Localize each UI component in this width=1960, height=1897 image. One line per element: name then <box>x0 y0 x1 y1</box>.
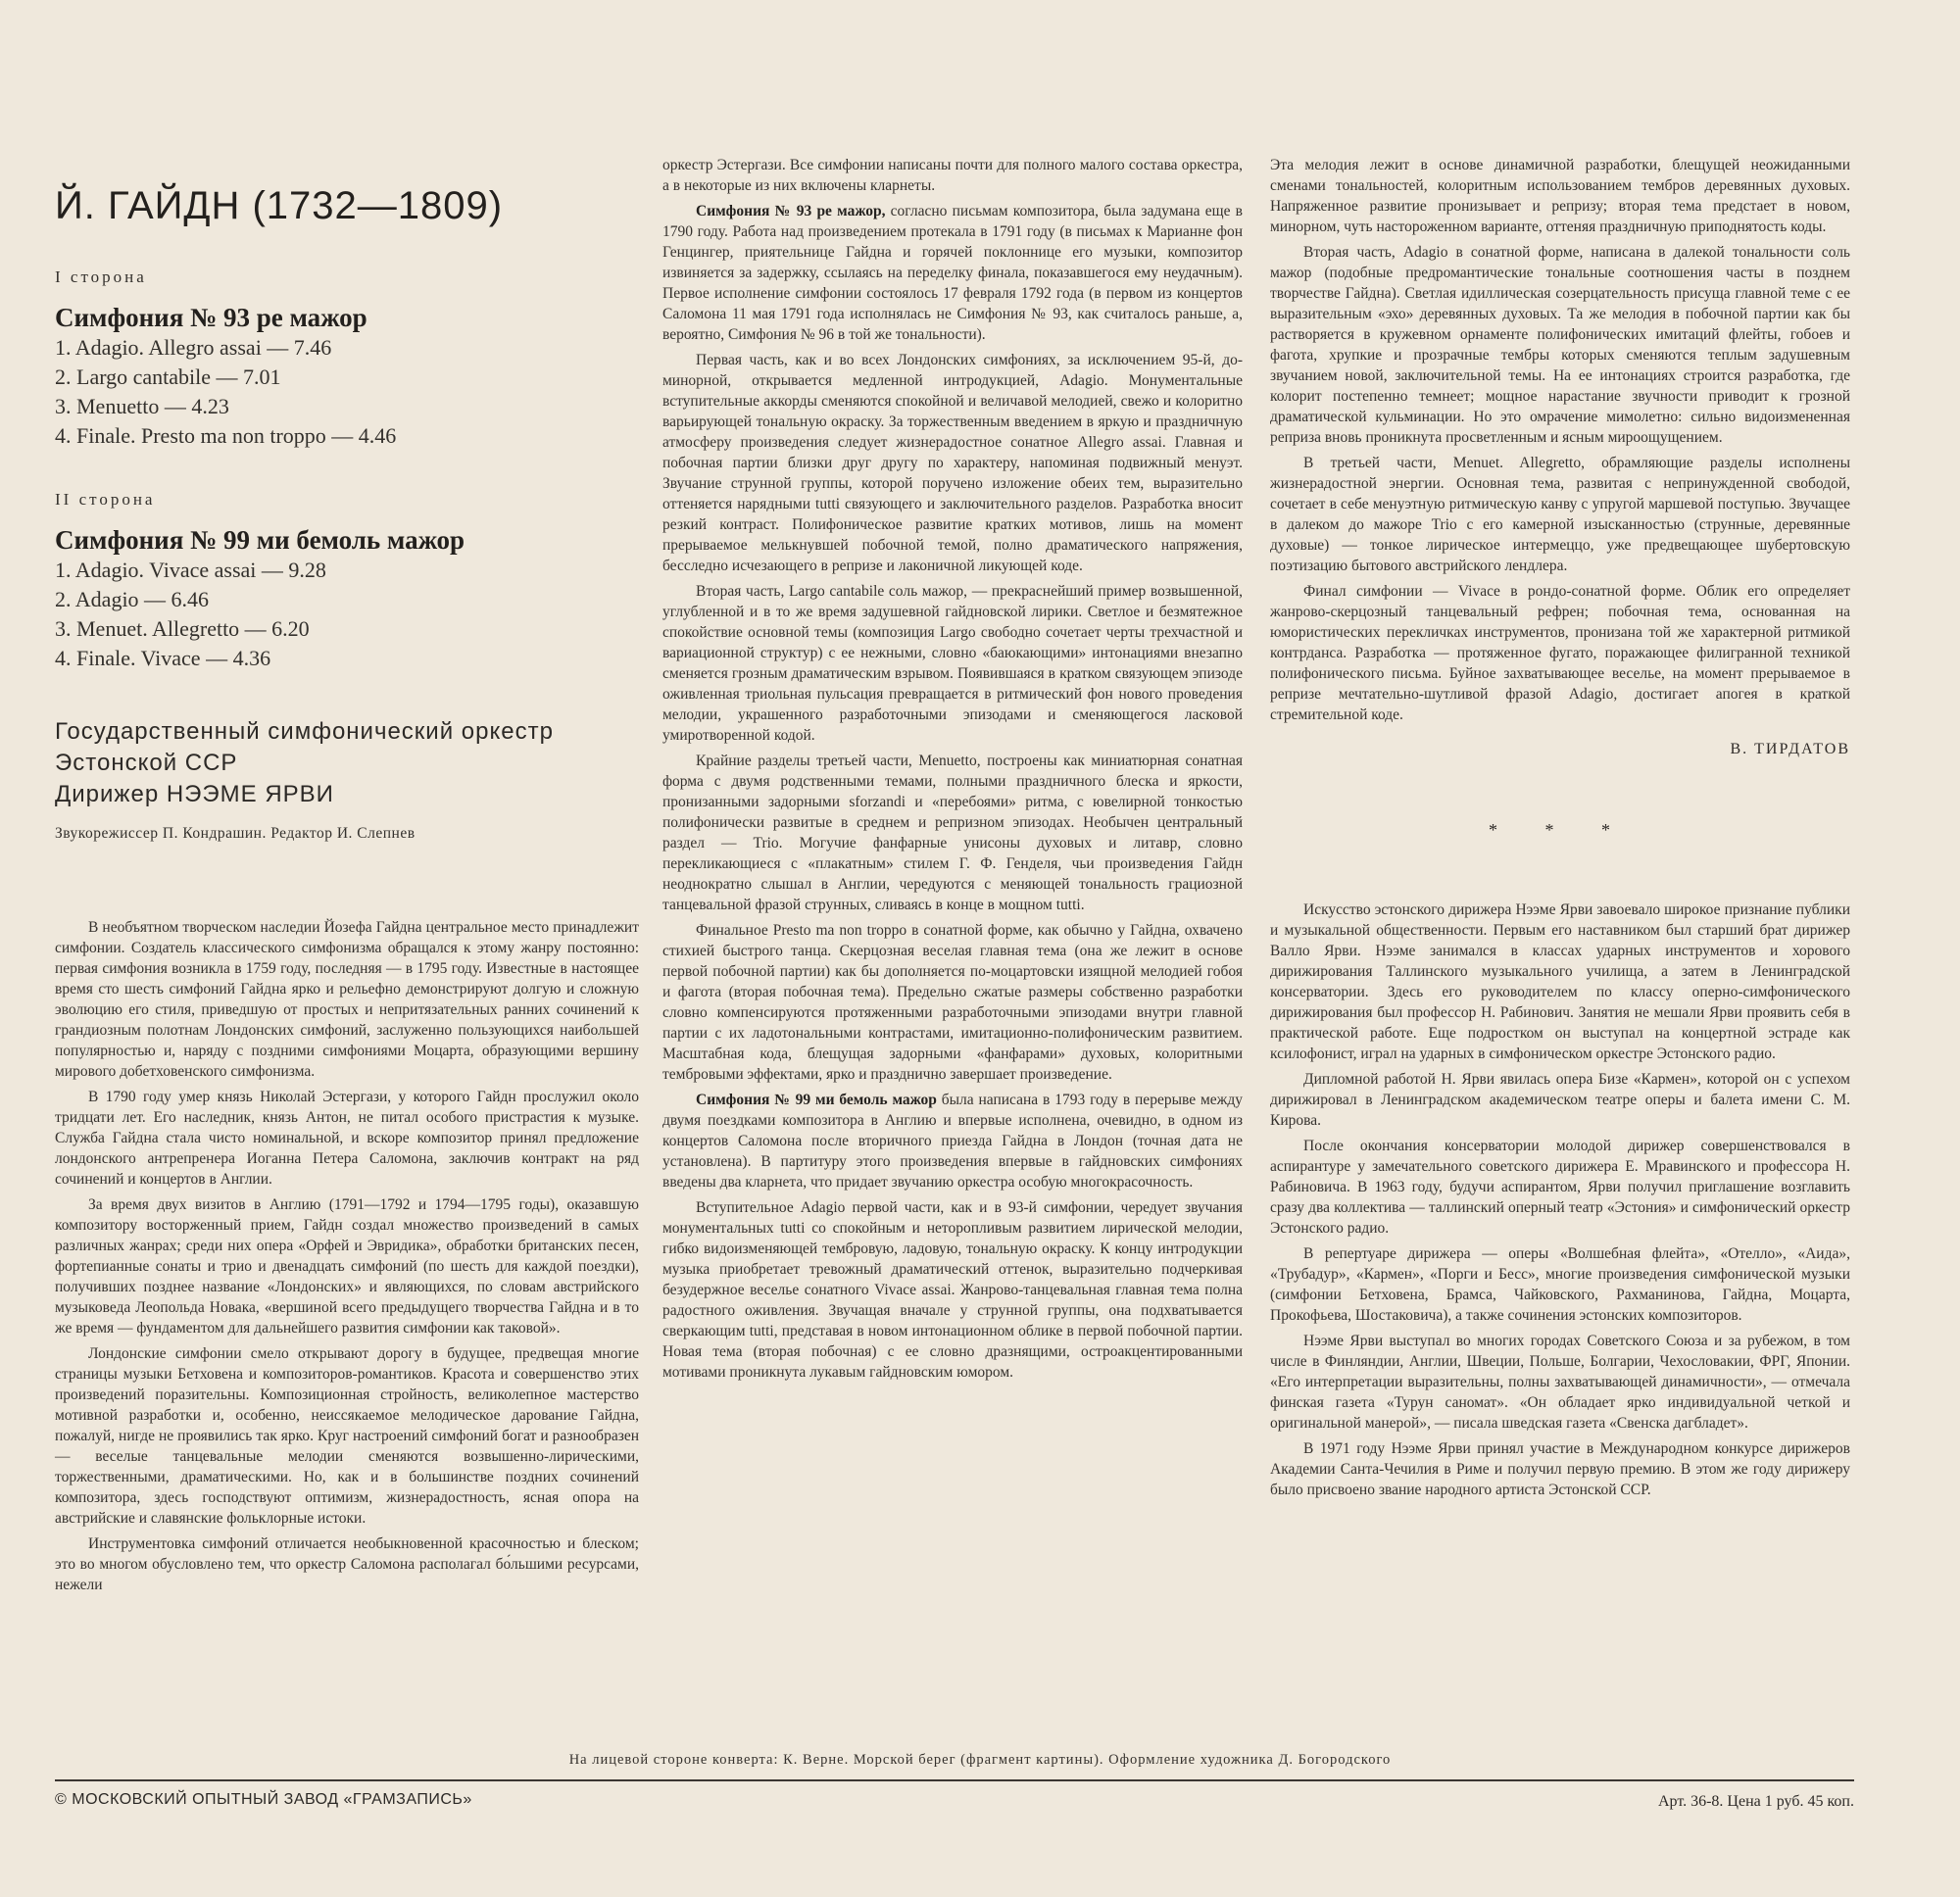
symphony-93-title: Симфония № 93 ре мажор <box>55 303 368 332</box>
track-list-item: 1. Adagio. Vivace assai — 9.28 <box>55 558 326 582</box>
paragraph: оркестр Эстергази. Все симфонии написаны почти для полного малого состава оркестра, а в некоторые из них включены кларнеты. <box>662 157 1243 194</box>
production-credits: Звукорежиссер П. Кондрашин. Редактор И. Слепнев <box>55 825 416 842</box>
paragraph: В 1790 году умер князь Николай Эстергази, у которого Гайдн прослужил около тридцати лет. Его наследник, князь Антон, не питал особого пристрастия к музыке. Служба Гайдна стала чисто номинальной, и вскоре композитор принял предложение лондонского антрепренера Иоганна Петера Саломона, заключив контракт на ряд сочинений и концертов в Англии. <box>55 1089 639 1188</box>
track-list-item: 2. Adagio — 6.46 <box>55 587 210 611</box>
section-divider-stars: * * * <box>1489 820 1632 840</box>
paragraph: Вступительное Adagio первой части, как и в 93-й симфонии, чередует звучания монументальных tutti со спокойным и неторопливым развитием лирической мелодии, гибко видоизменяющей тембровую, ладовую, тональную окраску. К концу интродукции музыка приобретает тревожный драматический оттенок, выразительно подчеркивая безудержное веселье сонатного Vivace assai. Жанрово-танцевальная главная тема полна радостного оживления. Звучащая вначале у струнной группы, она подхватывается сверкающим tutti, представая в новом интонационном облике в первой побочной партии. Новая тема (вторая побочная) с ее словно дразнящими, остроакцентированными мотивами проникнута лукавым гайдновским юмором. <box>662 1199 1243 1381</box>
text-column-1 <box>55 917 639 1595</box>
cover-art-credit: На лицевой стороне конверта: К. Верне. Морской берег (фрагмент картины). Оформление художника Д. Богородского <box>568 1752 1392 1768</box>
performer-block <box>55 716 643 810</box>
conductor-name: Дирижер НЭЭМЕ ЯРВИ <box>55 781 334 807</box>
paragraph: В третьей части, Menuet. Allegretto, обрамляющие разделы исполнены жизнерадостной энергии. Основная тема, развитая с непринужденной свободой, сочетает в себе менуэтную ритмическую канву с упругой маршевой поступью. Звучащее в далеком до мажоре Trio с его камерной изысканностью (струнные, деревянные духовые) — тонкое лирическое интермеццо, уже предвещающее шубертовскую поэтизацию бытового австрийского лендлера. <box>1270 455 1850 574</box>
page-title: Й. ГАЙДН (1732—1809) <box>55 184 504 227</box>
paragraph: В 1971 году Нээме Ярви принял участие в Международном конкурсе дирижеров Академии Санта-Чечилия в Риме и получил первую премию. В этом же году дирижеру было присвоено звание народного артиста Эстонской ССР. <box>1270 1440 1850 1498</box>
paragraph-text: согласно письмам композитора, была задумана еще в 1790 году. Работа над произведением протекала в 1791 году (в письмах к Марианне фон Генцингер, приятельнице Гайдна и горячей поклоннице его музыки, композитор извиняется за задержку, ссылаясь на переделку финала, показавшегося ему неудачным). Первое исполнение симфонии состоялось 17 февраля 1792 года (в первом из концертов Саломона 11 мая 1791 года исполнялась не Симфония № 93, как считалось раньше, а, вероятно, Симфония № 96 в той же тональности). <box>662 203 1243 343</box>
paragraph: Вторая часть, Adagio в сонатной форме, написана в далекой тональности соль мажор (подобные предромантические тональные соотношения часты в позднем творчестве Гайдна). Светлая идиллическая созерцательность присуща главной теме с ее выразительным «эхо» деревянных духовых. Та же мелодия в побочной партии как бы растворяется в кружевном орнаменте полифонических имитаций флейты, гобоев и фагота, хрупкие и прозрачные тембры которых сменяются теплым задушевным звучанием новой, заключительной темы. На ее интонациях строится разработка, где колорит постепенно темнеет; мощное нарастание звучности приводит к грозной драматической кульминации. Но это омрачение мимолетно: сильно видоизмененная реприза вновь проникнута просветленным и ясным мироощущением. <box>1270 244 1850 446</box>
header-block <box>55 184 643 810</box>
paragraph <box>662 201 1243 345</box>
paragraph: Финал симфонии — Vivace в рондо-сонатной форме. Облик его определяет жанрово-скерцозный танцевальный рефрен; побочная тема, основанная на юмористических перекличках инструментов, пронизана той же характерной ритмикой контрданса. Разработка — протяженное фугато, поражающее филигранной техникой полифонического письма. Буйное захватывающее веселье, на момент прерываемое в репризе мечтательно-шутливой фразой Adagio, достигает апогея в краткой стремительной коде. <box>1270 583 1850 723</box>
paragraph: Первая часть, как и во всех Лондонских симфониях, за исключением 95-й, до-минорной, открывается медленной интродукцией, Adagio. Монументальные вступительные аккорды сменяются спокойной и величавой мелодией, свежо и колоритно варьирующей тональную окраску. За торжественным введением в яркую и праздничную атмосферу произведения следует жизнерадостное сонатное Allegro assai. Главная и побочная партии близки друг другу по характеру, напоминая подвижный менуэт. Звучание струнной группы, которой поручено изложение обеих тем, выразительно оттеняется нарядными tutti связующего и заключительного разделов. Разработка вносит резкий контраст. Полифоническое развитие кратких мотивов, лишь на момент прерываемое мелькнувшей побочной темой, полно драматического напряжения, бесследно исчезающего в репризе и лаконичной ликующей коде. <box>662 352 1243 574</box>
paragraph: В репертуаре дирижера — оперы «Волшебная флейта», «Отелло», «Аида», «Трубадур», «Кармен», «Порги и Бесс», многие произведения симфонической музыки (симфонии Бетховена, Брамса, Чайковского, Рахманинова, Гайдна, Моцарта, Прокофьева, Шостаковича), а также сочинения эстонских композиторов. <box>1270 1245 1850 1324</box>
symphony-99-heading: Симфония № 99 ми бемоль мажор <box>696 1092 937 1108</box>
orchestra-name-line1: Государственный симфонический оркестр <box>55 718 554 745</box>
paragraph: Лондонские симфонии смело открывают дорогу в будущее, предвещая многие страницы музыки Бетховена и композиторов-романтиков. Красота и совершенство этих произведений поразительны. Композиционная стройность, великолепное мастерство мотивной разработки и, особенно, неиссякаемое мелодическое дарование Гайдна, пожалуй, нигде не проявились так ярко. Круг настроений симфоний богат и разнообразен — веселые танцевальные мелодии сменяются возвышенно-лирическими, торжественными, драматическими. Но, как и в большинстве поздних сочинений композитора, здесь господствуют оптимизм, жизнерадостность, ясная опора на австрийские и славянские фольклорные истоки. <box>55 1345 639 1527</box>
paragraph: Крайние разделы третьей части, Menuetto, построены как миниатюрная сонатная форма с двумя родственными темами, полными праздничного блеска и яркости, пронизанными задорными sforzandi и «перебоями» ритма, с ювелирной тонкостью полифонически развитые в среднем и репризном эпизодах. Необычен центральный раздел — Trio. Могучие фанфарные унисоны духовых и литавр, словно перекликающиеся с «плакатным» стилем Г. Ф. Генделя, чьи произведения Гайдн неоднократно слышал в Англии, чередуются с меняющей тональность грациозной танцевальной фразой струнных, сливаясь в конце в мощном tutti. <box>662 753 1243 913</box>
symphony-93-heading: Симфония № 93 ре мажор, <box>696 203 886 219</box>
paragraph: Инструментовка симфоний отличается необыкновенной красочностью и блеском; это во многом обусловлено тем, что оркестр Саломона располагал бо́льшими ресурсами, нежели <box>55 1535 639 1593</box>
paragraph: Эта мелодия лежит в основе динамичной разработки, блещущей неожиданными сменами тональностей, колоритным использованием тембров деревянных духовых. Напряженное развитие пронизывает и репризу; вторая тема предстает в новом, минорном, чуть настороженном варианте, оттеняя праздничную приподнятость коды. <box>1270 157 1850 235</box>
paragraph-text: была написана в 1793 году в перерыве между двумя поездками композитора в Англию и впервые исполнена, очевидно, в одном из концертов Саломона после вторичного приезда Гайдна в Лондон (точная дата не установлена). В партитуру этого произведения впервые в гайдновских симфониях введены два кларнета, что придает звучанию оркестра особую многокрасочность. <box>662 1092 1243 1191</box>
paragraph: Нээме Ярви выступал во многих городах Советского Союза и за рубежом, в том числе в Финляндии, Англии, Швеции, Польше, Болгарии, Чехословакии, ФРГ, Японии. «Его интерпретации выразительны, полны захватывающей динамичности», — отмечала финская газета «Турун саномат». «Он обладает ярко индивидуальной четкой и оригинальной манерой», — писала шведская газета «Свенска дагбладет». <box>1270 1333 1850 1432</box>
track-list-item: 2. Largo cantabile — 7.01 <box>55 365 281 389</box>
footer-divider <box>55 1779 1854 1781</box>
publisher-name: © МОСКОВСКИЙ ОПЫТНЫЙ ЗАВОД «ГРАМЗАПИСЬ» <box>55 1791 472 1808</box>
paragraph: Дипломной работой Н. Ярви явилась опера Бизе «Кармен», которой он с успехом дирижировал в Ленинградском академическом театре оперы и балета имени С. М. Кирова. <box>1270 1071 1850 1129</box>
paragraph <box>662 1090 1243 1192</box>
track-list-item: 1. Adagio. Allegro assai — 7.46 <box>55 335 332 360</box>
paragraph: Искусство эстонского дирижера Нээме Ярви завоевало широкое признание публики и музыкальной общественности. Первым его наставником был старший брат дирижер Валло Ярви. Нээме занимался в классах ударных инструментов и хорового дирижирования Таллинского музыкального училища, а затем в Ленинградской консерватории. Здесь его руководителем по классу оперно-симфонического дирижирования был профессор Н. Рабинович. Занятия не мешали Ярви проявить себя в практической работе. Еще подростком он выступал на концертной эстраде как ксилофонист, играл на ударных в симфоническом оркестре Эстонского радио. <box>1270 901 1850 1062</box>
track-list-item: 3. Menuetto — 4.23 <box>55 394 229 418</box>
text-column-3 <box>1270 155 1850 1500</box>
track-list-item: 4. Finale. Vivace — 4.36 <box>55 646 271 670</box>
paragraph: Финальное Presto ma non troppo в сонатной форме, как обычно у Гайдна, охвачено стихией быстрого танца. Скерцозная веселая главная тема (она же лежит в основе первой побочной партии) как бы дополняется по-моцартовски изящной мелодией гобоя и фагота (вторая побочная тема). Предельно сжатые размеры собственно разработки словно компенсируются протяженными разработочными эпизодами внутри главной партии с их ладотональными контрастами, имитационно-полифоническим развитием. Масштабная кода, блещущая задорными «фанфарами» духовых, колоритными тембровыми эффектами, ярко и празднично завершает произведение. <box>662 922 1243 1083</box>
orchestra-name-line2: Эстонской ССР <box>55 750 238 776</box>
side-1-label: I сторона <box>55 268 147 286</box>
track-list-item: 4. Finale. Presto ma non troppo — 4.46 <box>55 423 397 448</box>
catalog-price: Арт. 36-8. Цена 1 руб. 45 коп. <box>1657 1793 1854 1810</box>
side-2-label: II сторона <box>55 490 156 509</box>
paragraph: После окончания консерватории молодой дирижер совершенствовался в аспирантуре у замечательного советского дирижера Е. Мравинского и профессора Н. Рабиновича. В 1963 году, будучи аспирантом, Ярви получил приглашение возглавить сразу два коллектива — таллинский оперный театр «Эстония» и симфонический оркестр Эстонского радио. <box>1270 1138 1850 1237</box>
symphony-99-title: Симфония № 99 ми бемоль мажор <box>55 525 466 555</box>
paragraph: Вторая часть, Largo cantabile соль мажор, — прекраснейший пример возвышенной, углубленной и в то же время задушевной гайдновской лирики. Светлое и безмятежное спокойствие основной темы (композиция Largo свободно сочетает черты трехчастной и вариационной структур) с ее нежными, словно «баюкающими» интонациями внезапно сменяется грозным драматическим взрывом. Появившаяся в кратком связующем эпизоде оживленная триольная пульсация превращается в ритмический фон нового проведения мелодии, украшенного разработочными эпизодами и сменяющегося ласковой умиротворенной кодой. <box>662 583 1243 744</box>
text-column-2 <box>662 155 1243 1383</box>
paragraph: В необъятном творческом наследии Йозефа Гайдна центральное место принадлежит симфонии. Создатель классического симфонизма обращался к этому жанру постоянно: первая симфония возникла в 1759 году, последняя — в 1795 году. Известные в настоящее время сто шесть симфоний Гайдна ярко и рельефно демонстрируют долгую и сложную эволюцию его стиля, приведшую от простых и непритязательных ранних сочинений к грандиозным полотнам Лондонских симфоний, заслуженно пользующихся наибольшей популярностью и, наряду с поздними симфониями Моцарта, образующими вершину мирового добетховенского симфонизма. <box>55 919 639 1080</box>
paragraph: За время двух визитов в Англию (1791—1792 и 1794—1795 годы), оказавшую композитору восторженный прием, Гайдн создал множество произведений в самых различных жанрах; среди них опера «Орфей и Эвридика», обработки британских песен, фортепианные сонаты и трио и двенадцать симфоний (по шесть для каждой поездки), получивших позднее название «Лондонских» и являющихся, по словам австрийского музыковеда Леопольда Новака, «вершиной всего предыдущего творчества Гайдна и в то же время — фундаментом для дальнейшего развития симфонии как таковой». <box>55 1196 639 1337</box>
track-list-item: 3. Menuet. Allegretto — 6.20 <box>55 616 310 641</box>
author-signature: В. ТИРДАТОВ <box>1730 741 1850 757</box>
